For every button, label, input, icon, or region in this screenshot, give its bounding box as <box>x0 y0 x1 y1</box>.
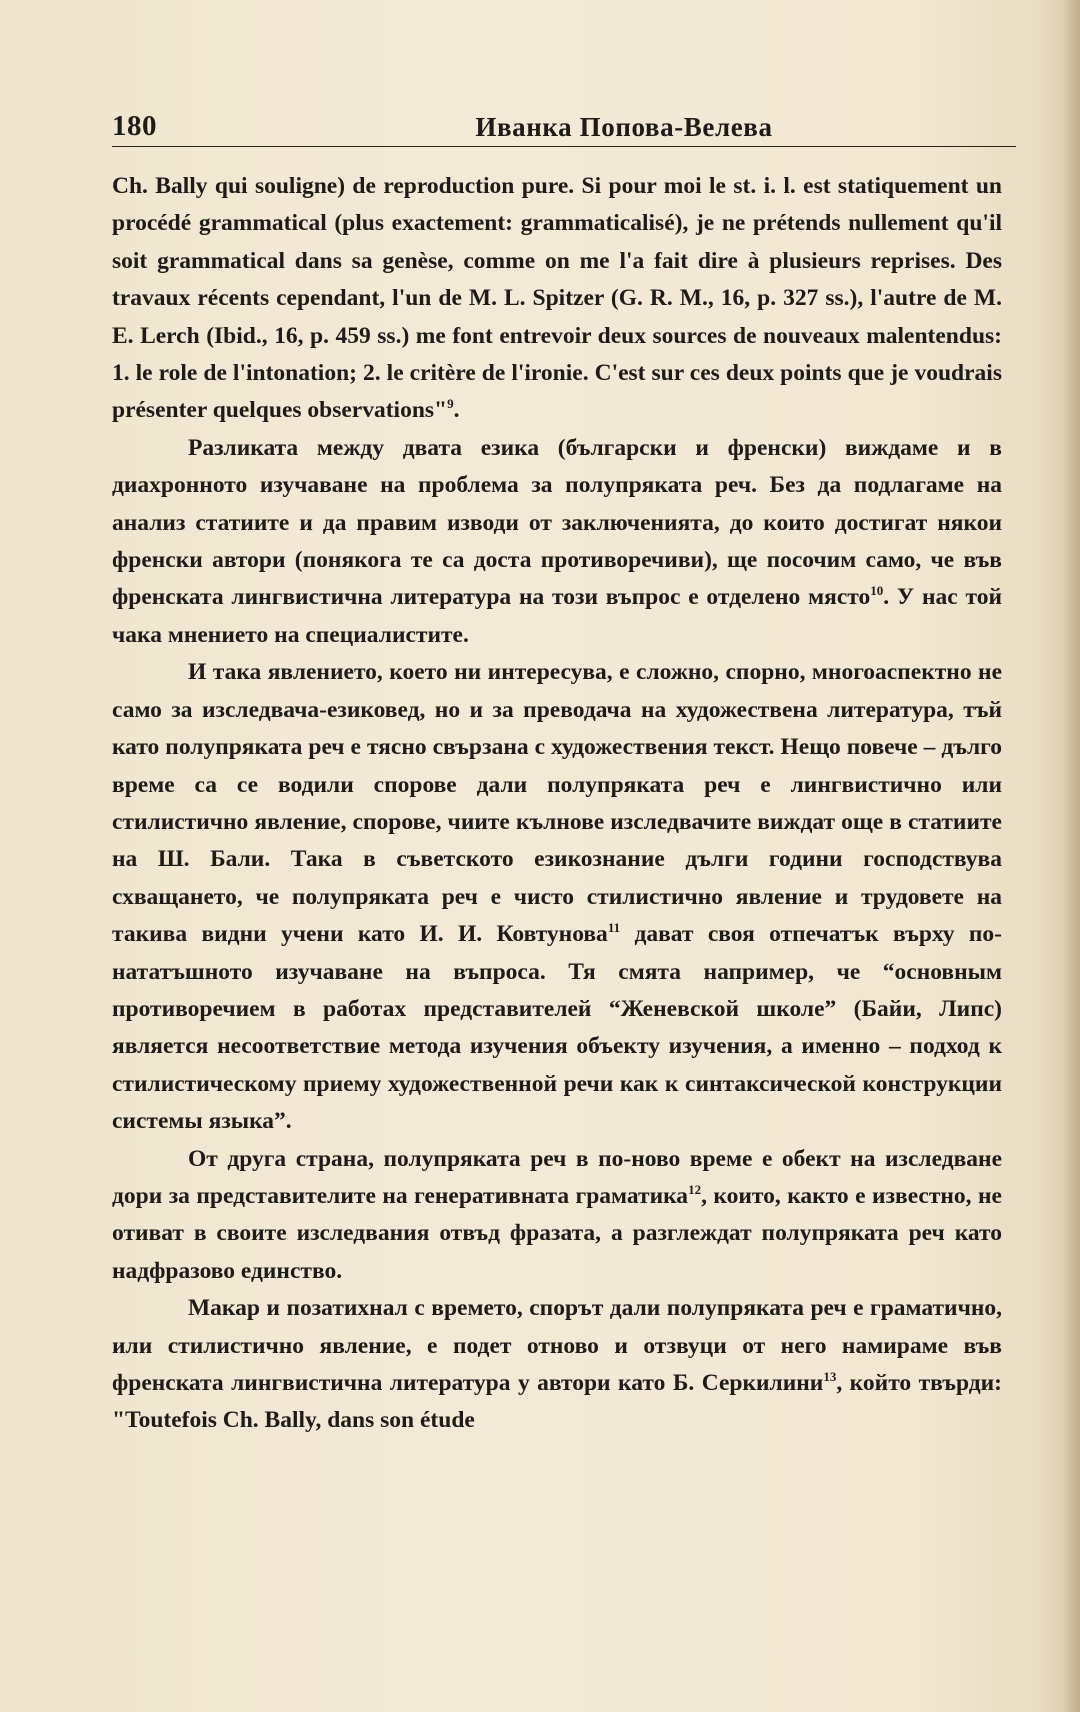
paragraph-3 <box>112 654 1002 1140</box>
paragraph-4-tail: , които, както е известно, не отиват в своите изследвания отвъд фразата, а разглеждат полупряката реч като надфразово единство. <box>112 1182 1002 1284</box>
footnote-ref-13: 13 <box>823 1369 837 1385</box>
paragraph-2-text: Разликата между двата езика (български и френски) виждаме и в диахронното изучаване на проблема за полупряката реч. Без да подлагаме на анализ статиите и да правим изводи от заключенията, до които достигат някои френски автори (понякога те са доста противоречиви), ще посочим само, че във френската лингвистична литература на този въпрос е отделено място <box>112 434 1002 611</box>
paragraph-5 <box>112 1290 1002 1440</box>
paragraph-2 <box>112 430 1002 654</box>
paragraph-5-text: Макар и позатихнал с времето, спорът дали полупряката реч е граматично, или стилистично явление, е подет отново и отзвуци от него намираме във френската лингвистична литература у автори като Б. Серкилини <box>112 1295 1002 1396</box>
footnote-ref-11: 11 <box>607 920 621 936</box>
paragraph-1 <box>112 168 1002 430</box>
paragraph-1-tail: . <box>453 397 460 424</box>
page-edge-shadow <box>1062 0 1080 1712</box>
running-title: Иванка Попова-Велева <box>475 112 773 142</box>
page-number: 180 <box>112 110 157 142</box>
paragraph-4-text: От друга страна, полупряката реч в по-ново време е обект на изследване дори за представителите на генеративната граматика <box>112 1145 1002 1209</box>
paragraph-3-tail: дават своя отпечатък върху по-нататъшното изучаване на въпроса. Тя смята например, че “основным противоречием в работах представителей “Женевской школе” (Байи, Липс) является несоответствие метода изучения объекту изучения, а именно – подход к стилистическому приему художественной речи как к синтаксической конструкции системы языка”. <box>112 921 1002 1135</box>
paragraph-4 <box>112 1141 1002 1291</box>
paragraph-1-text: Ch. Bally qui souligne) de reproduction pure. Si pour moi le st. i. l. est statiquement un procédé grammatical (plus exactement: grammaticalisé), je ne prétends nullement qu'il soit grammatical dans sa genèse, comme on me l'a fait dire à plusieurs reprises. Des travaux récents cependant, l'un de M. L. Spitzer (G. R. M., 16, p. 327 ss.), l'autre de M. E. Lerch (Ibid., 16, p. 459 ss.) me font entrevoir deux sources de nouveaux malentendus: 1. le role de l'intonation; 2. le critère de l'ironie. C'est sur ces deux points que je voudrais présenter quelques observations" <box>112 173 1002 424</box>
paragraph-2-tail: . У нас той чака мнението на специалистите. <box>112 584 1002 648</box>
footnote-ref-10: 10 <box>870 583 884 599</box>
paragraph-5-tail: , който твърди: "Toutefois Ch. Bally, dans son étude <box>112 1370 1002 1434</box>
footnote-ref-9: 9 <box>447 396 454 412</box>
paragraph-3-text: И така явлението, което ни интересува, е сложно, спорно, многоаспектно не само за изследвача-езиковед, но и за преводача на художествена литература, тъй като полупряката реч е тясно свързана с художествения текст. Нещо повече – дълго време са се водили спорове дали полупряката реч е лингвистично или стилистично явление, спорове, чиите кълнове изследвачите виждат още в статиите на Ш. Бали. Така в съветското езикознание дълги години господствува схващането, че полупряката реч е чисто стилистично явление и трудовете на такива видни учени като И. И. Ковтунова <box>112 659 1002 948</box>
footnote-ref-12: 12 <box>688 1182 702 1198</box>
page-header <box>112 106 1016 147</box>
body-text <box>112 168 1002 1440</box>
